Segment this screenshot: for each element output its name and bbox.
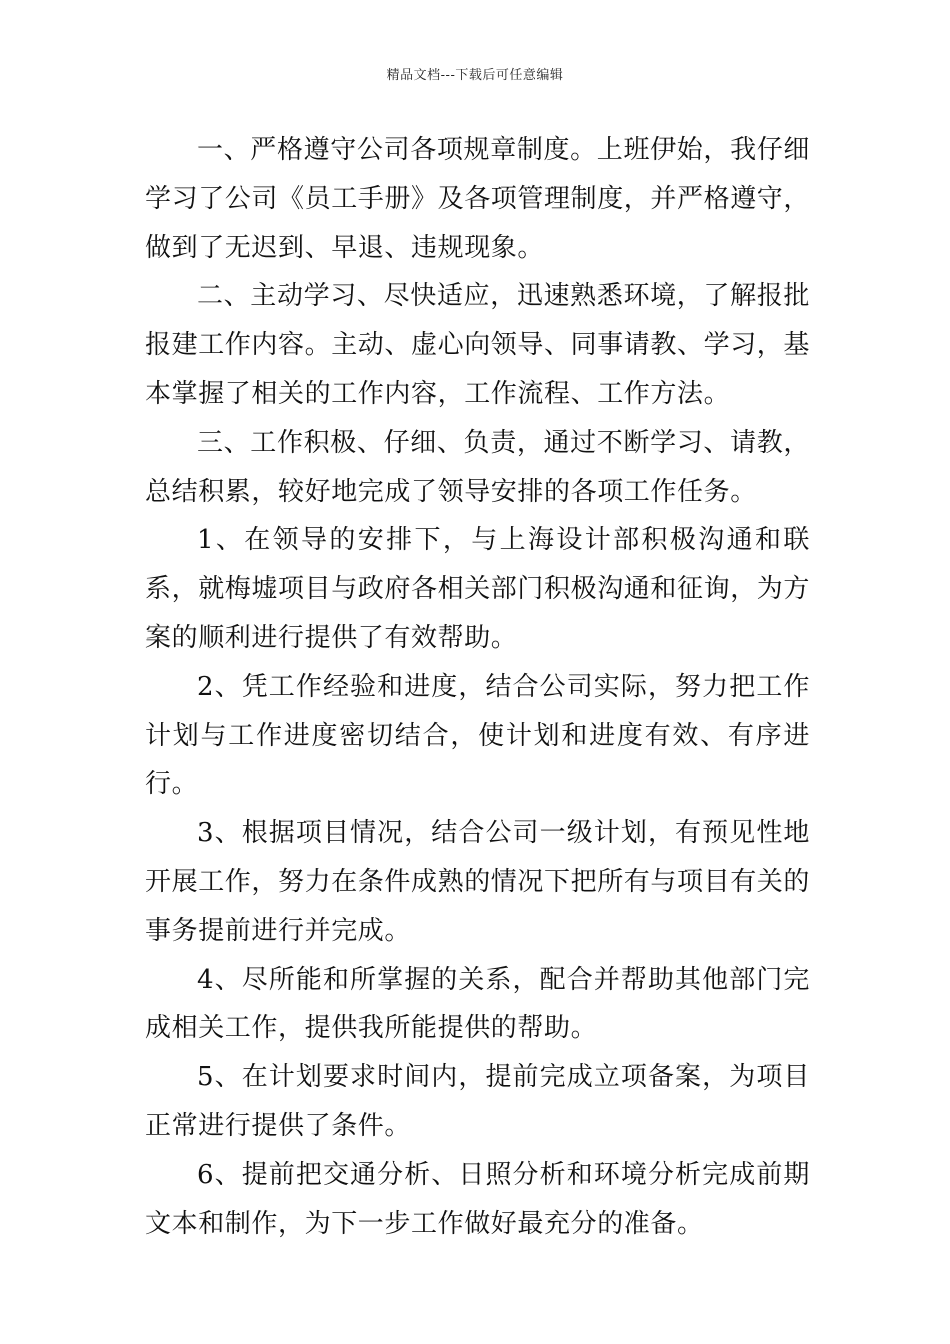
paragraph-9: 6、提前把交通分析、日照分析和环境分析完成前期文本和制作，为下一步工作做好最充分的准备。 bbox=[145, 1159, 810, 1239]
paragraph-5: 2、凭工作经验和进度，结合公司实际，努力把工作计划与工作进度密切结合，使计划和进度有效、有序进行。 bbox=[145, 671, 810, 800]
document-body bbox=[145, 126, 810, 1248]
paragraph-3: 三、工作积极、仔细、负责，通过不断学习、请教，总结积累，较好地完成了领导安排的各项工作任务。 bbox=[145, 427, 810, 507]
paragraph-4: 1、在领导的安排下，与上海设计部积极沟通和联系，就梅墟项目与政府各相关部门积极沟通和征询，为方案的顺利进行提供了有效帮助。 bbox=[145, 525, 811, 653]
page-header: 精品文档---下载后可任意编辑 bbox=[386, 68, 564, 83]
paragraph-6: 3、根据项目情况，结合公司一级计划，有预见性地开展工作，努力在条件成熟的情况下把所有与项目有关的事务提前进行并完成。 bbox=[145, 818, 811, 946]
paragraph-8: 5、在计划要求时间内，提前完成立项备案，为项目正常进行提供了条件。 bbox=[145, 1062, 810, 1141]
paragraph-7: 4、尽所能和所掌握的关系，配合并帮助其他部门完成相关工作，提供我所能提供的帮助。 bbox=[145, 964, 810, 1044]
paragraph-2: 二、主动学习、尽快适应，迅速熟悉环境，了解报批报建工作内容。主动、虚心向领导、同事请教、学习，基本掌握了相关的工作内容，工作流程、工作方法。 bbox=[145, 281, 811, 409]
paragraph-1: 一、严格遵守公司各项规章制度。上班伊始，我仔细学习了公司《员工手册》及各项管理制度，并严格遵守，做到了无迟到、早退、违规现象。 bbox=[145, 135, 811, 263]
